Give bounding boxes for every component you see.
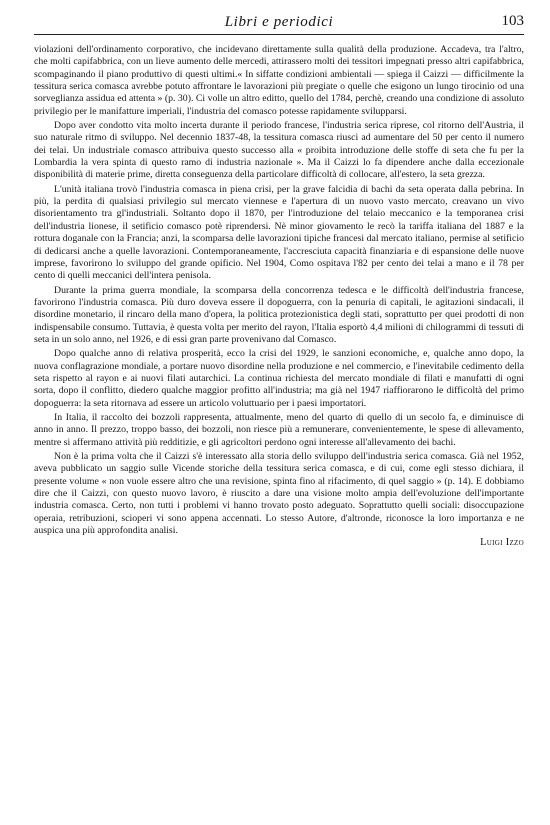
review-body — [34, 44, 524, 549]
paragraph-7: Non è la prima volta che il Caizzi s'è interessato alla storia dello sviluppo dell'industria serica comasca. Già nel 1952, aveva pubblicato un saggio sulle Vicende storiche della tessitura serica comasca, e di cui, come egli stesso dichiara, il presente volume « non vuole essere altro che una revisione, spinta fino al rifacimento, di quel saggio » (p. 14). E dobbiamo dire che il Caizzi, con questo nuovo lavoro, è riuscito a dare una visione molto ampia dell'evoluzione dell'importante industria comasca. Certo, non tutti i problemi vi hanno trovato posto adeguato. Soprattutto quelli sociali: disoccupazione operaia, retribuzioni, scioperi vi sono appena accennati. Lo stesso Autore, d'altronde, riconosce la loro importanza e ne auspica una più approfondita analisi. — [34, 451, 524, 537]
paragraph-2: Dopo aver condotto vita molto incerta durante il periodo francese, l'industria serica riprese, col ritorno dell'Austria, il suo naturale ritmo di sviluppo. Nel decennio 1837-48, la tessitura comasca riuscì ad aumentare del 50 per cento il numero dei telai. Un industriale comasco attribuiva questo successo alla « proibita introduzione delle stoffe di seta che fu per la Lombardia la vera spinta di questo ramo di industria nazionale ». Ma il Caizzi lo fa dipendere anche dalla eccezionale disponibilità di materie prime, diretta conseguenza della particolare difficoltà di collocare, all'estero, la seta grezza. — [34, 120, 524, 181]
paragraph-1: violazioni dell'ordinamento corporativo, che incidevano direttamente sulla qualità della produzione. Accadeva, tra l'altro, che molti capifabbrica, con un lieve aumento delle mercedi, attirassero molti dei tessitori impegnati presso altri capifabbrica, scompaginando il piano produttivo di questi ultimi.« In siffatte condizioni ambientali — spiega il Caizzi — difficilmente la tessitura serica comasca avrebbe potuto affrontare le lavorazioni più pregiate o quelle che esigono un lungo tirocinio od una sorveglianza assidua ed attenta » (p. 30). Ci volle un altro editto, quello del 1784, perchè, creando una condizione di assoluto privilegio per le manifatture imperiali, l'industria del comasco potesse rapidamente svilupparsi. — [34, 44, 524, 117]
running-title: Libri e periodici — [224, 14, 334, 30]
page-header — [34, 12, 524, 35]
author-signature: Luigi Izzo — [480, 537, 524, 549]
paragraph-3: L'unità italiana trovò l'industria comasca in piena crisi, per la grave falcidia di bachi da seta operata dalla pebrina. In più, la perdita di qualsiasi privilegio sul mercato viennese e l'apertura di un nuovo vasto mercato, creavano un vivo disorientamento tra gl'industriali. Soltanto dopo il 1870, per l'introduzione del telaio meccanico e la temporanea crisi dell'industria lionese, il setificio comasco potè riprendersi. Nè minor giovamento le recò la tariffa italiana del 1887 e la rottura doganale con la Francia; anzi, la scomparsa delle lavorazioni tipiche francesi dal mercato italiano, permise al setificio di dedicarsi anche a quelle lavorazioni. Contemporaneamente, l'accresciuta capacità finanziaria e di espansione delle nuove imprese, favorirono lo sviluppo del grande opificio. Nel 1904, Como ospitava l'82 per cento dei telai a mano e il 78 per cento di quelli meccanici dell'intera penisola. — [34, 183, 524, 282]
page-number: 103 — [501, 13, 524, 29]
paragraph-6: In Italia, il raccolto dei bozzoli rappresenta, attualmente, meno del quarto di quello di un secolo fa, e diminuisce di anno in anno. Il prezzo, troppo basso, dei bozzoli, non riesce più a remunerare, convenientemente, le spese di allevamento, mentre si affermano attività più redditizie, e gli agricoltori perdono ogni interesse all'allevamento dei bachi. — [34, 411, 524, 448]
paragraph-4: Durante la prima guerra mondiale, la scomparsa della concorrenza tedesca e le difficoltà dell'industria francese, favorirono l'industria comasca. Più duro doveva essere il dopoguerra, con la penuria di capitali, le agitazioni sindacali, il disordine monetario, il rincaro della mano d'opera, la politica protezionistica degli stati, soprattutto per quei prodotti di non indispensabile consumo. Tuttavia, è questa volta per merito del rayon, l'Italia esportò 4,4 milioni di chilogrammi di tessuti di seta in un solo anno, nel 1926, e di essi gran parte provenivano dal Comasco. — [34, 284, 524, 345]
paragraph-5: Dopo qualche anno di relativa prosperità, ecco la crisi del 1929, le sanzioni economiche, e, qualche anno dopo, la nuova conflagrazione mondiale, a portare nuovo disordine nella produzione e nel commercio, e l'inevitabile cedimento della seta rispetto al rayon e ai nuovi filati autarchici. La continua richiesta del mercato mondiale di filati e manufatti di ogni sorta, dopo il conflitto, diedero qualche maggior profitto all'industria; ma già nel 1947 riaffiorarono le difficoltà del primo dopoguerra: la seta ritornava ad essere un articolo voluttuario per i paesi importatori. — [34, 348, 524, 409]
